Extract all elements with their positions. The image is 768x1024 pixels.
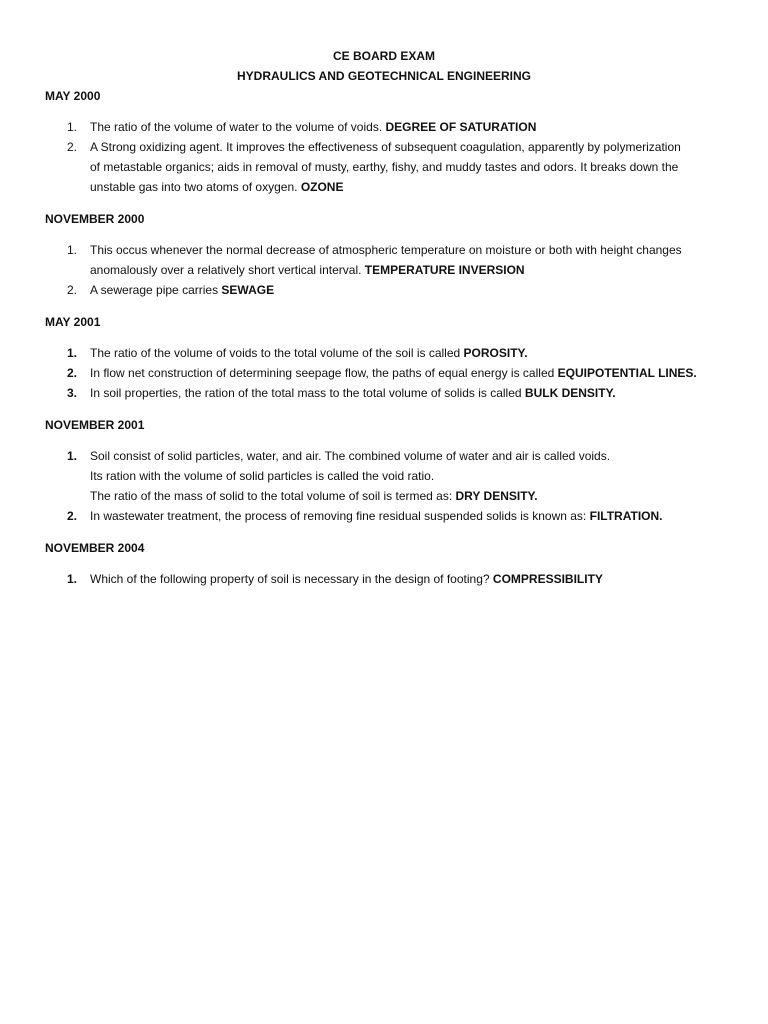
question-item	[45, 117, 735, 137]
question-number: 1.	[67, 243, 78, 257]
question-text-line	[90, 117, 735, 137]
section-heading: NOVEMBER 2000	[45, 212, 145, 226]
question-list	[45, 343, 735, 403]
question-text-line	[90, 383, 735, 403]
question-text-line	[90, 446, 735, 466]
question-text-line	[90, 569, 735, 589]
question-number: 1.	[67, 120, 78, 134]
question-number: 2.	[67, 140, 78, 154]
question-text-line	[90, 363, 735, 383]
question-list	[45, 240, 735, 300]
question-text: A sewerage pipe carries	[90, 283, 219, 297]
answer-text: POROSITY.	[463, 346, 528, 360]
exam-section	[45, 415, 735, 526]
question-number: 2.	[67, 283, 78, 297]
question-text-line	[90, 177, 735, 197]
answer-text: FILTRATION.	[589, 509, 663, 523]
question-text-line	[90, 137, 735, 157]
question-text-line	[90, 343, 735, 363]
document-title: CE BOARD EXAM	[332, 49, 435, 63]
question-item	[45, 383, 735, 403]
question-item	[45, 506, 735, 526]
answer-text: EQUIPOTENTIAL LINES.	[557, 366, 697, 380]
question-list	[45, 117, 735, 197]
question-list	[45, 446, 735, 526]
question-text: This occus whenever the normal decrease of atmospheric temperature on moisture or both with height changes	[90, 243, 682, 257]
question-item	[45, 569, 735, 589]
question-text-line	[90, 486, 735, 506]
question-item	[45, 363, 735, 383]
question-text: Its ration with the volume of solid particles is called the void ratio.	[90, 469, 435, 483]
exam-section	[45, 209, 735, 300]
question-text: The ratio of the mass of solid to the total volume of soil is termed as:	[90, 489, 453, 503]
answer-text: SEWAGE	[221, 283, 275, 297]
section-heading: NOVEMBER 2001	[45, 418, 145, 432]
question-text-line	[90, 240, 735, 260]
answer-text: DRY DENSITY.	[455, 489, 538, 503]
answer-text: OZONE	[300, 180, 344, 194]
question-text: In soil properties, the ration of the total mass to the total volume of solids is called	[90, 386, 522, 400]
question-number: 3.	[67, 386, 78, 400]
question-text: anomalously over a relatively short vertical interval.	[90, 263, 362, 277]
question-item	[45, 240, 735, 280]
question-number: 2.	[67, 509, 78, 523]
question-item	[45, 343, 735, 363]
question-text: of metastable organics; aids in removal of musty, earthy, fishy, and muddy tastes and odors. It breaks down the	[90, 160, 679, 174]
exam-section	[45, 86, 735, 197]
question-text: In flow net construction of determining seepage flow, the paths of equal energy is called	[90, 366, 555, 380]
question-text: Soil consist of solid particles, water, and air. The combined volume of water and air is called voids.	[90, 449, 611, 463]
exam-section	[45, 312, 735, 403]
answer-text: DEGREE OF SATURATION	[385, 120, 537, 134]
question-text: In wastewater treatment, the process of removing fine residual suspended solids is known as:	[90, 509, 587, 523]
question-text-line	[90, 260, 735, 280]
question-text: The ratio of the volume of water to the volume of voids.	[90, 120, 383, 134]
question-text: unstable gas into two atoms of oxygen.	[90, 180, 298, 194]
question-text-line	[90, 280, 735, 300]
document-content	[45, 46, 735, 601]
section-heading: MAY 2001	[45, 315, 101, 329]
question-text-line	[90, 157, 735, 177]
question-number: 1.	[67, 449, 78, 463]
question-text-line	[90, 506, 735, 526]
section-heading: MAY 2000	[45, 89, 101, 103]
answer-text: BULK DENSITY.	[524, 386, 616, 400]
exam-section	[45, 538, 735, 589]
question-number: 1.	[67, 572, 78, 586]
question-item	[45, 446, 735, 506]
question-text: Which of the following property of soil is necessary in the design of footing?	[90, 572, 490, 586]
answer-text: TEMPERATURE INVERSION	[364, 263, 525, 277]
question-item	[45, 137, 735, 197]
question-text: A Strong oxidizing agent. It improves the effectiveness of subsequent coagulation, apparently by polymerization	[90, 140, 681, 154]
question-item	[45, 280, 735, 300]
question-text-line	[90, 466, 735, 486]
section-heading: NOVEMBER 2004	[45, 541, 145, 555]
question-text: The ratio of the volume of voids to the total volume of the soil is called	[90, 346, 461, 360]
question-number: 2.	[67, 366, 78, 380]
question-number: 1.	[67, 346, 78, 360]
answer-text: COMPRESSIBILITY	[492, 572, 603, 586]
exam-sections	[45, 86, 735, 589]
question-list	[45, 569, 735, 589]
document-subtitle: HYDRAULICS AND GEOTECHNICAL ENGINEERING	[236, 69, 532, 83]
